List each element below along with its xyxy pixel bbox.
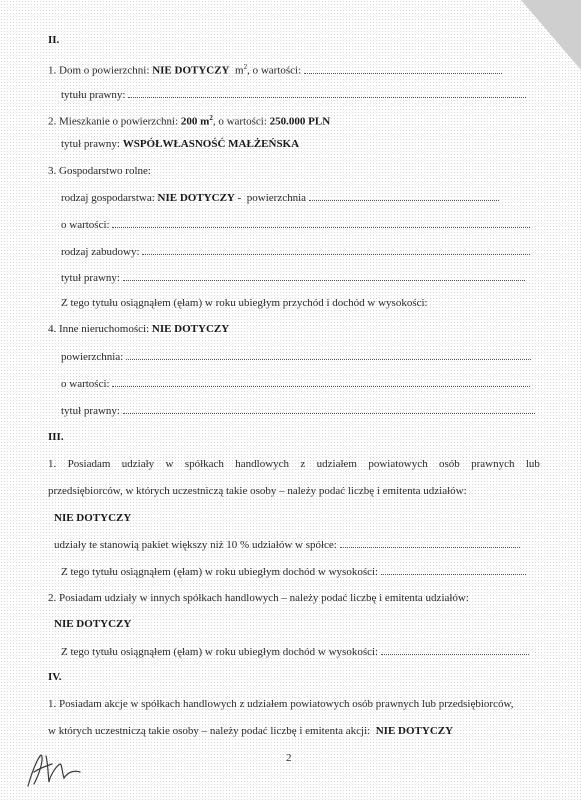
apartment-area: 200 m <box>180 115 210 128</box>
shares-word: prawnych <box>471 458 515 470</box>
shares-word: spółkach <box>184 458 224 470</box>
other-area-label: powierzchnia: <box>61 351 124 363</box>
farm-area-field[interactable] <box>309 191 499 201</box>
other-title-line <box>61 404 535 418</box>
house-value: NIE DOTYCZY <box>152 64 230 77</box>
apartment-title-label: tytuł prawny: <box>61 138 120 150</box>
farm-type-label: rodzaj gospodarstwa: <box>61 192 155 204</box>
farm-buildings-field[interactable] <box>142 245 530 255</box>
house-label: 1. Dom o powierzchni: <box>48 64 150 77</box>
house-value-field[interactable] <box>304 64 502 74</box>
shares-income-field[interactable] <box>381 565 526 575</box>
stocks-line-1: 1. Posiadam akcje w spółkach handlowych z udziałem powiatowych osób prawnych lub przedsiębiorców, <box>48 698 514 710</box>
farm-title-line <box>61 271 525 285</box>
shares-word: udziałem <box>316 458 357 470</box>
folded-corner <box>521 0 581 70</box>
shares-word: powiatowych <box>368 458 428 470</box>
other-area-field[interactable] <box>126 350 531 360</box>
other-title-field[interactable] <box>123 404 535 414</box>
section-ii-heading: II. <box>48 34 60 46</box>
apartment-title-line <box>61 138 299 151</box>
shares-income-line <box>61 565 526 579</box>
other-shares-answer <box>54 618 131 631</box>
handwritten-signature <box>22 742 92 792</box>
section-iv-heading: IV. <box>48 671 62 683</box>
house-line <box>48 61 502 78</box>
other-shares-income-field[interactable] <box>381 645 529 655</box>
page-number: 2 <box>286 752 292 764</box>
shares-word: udziały <box>121 458 155 470</box>
farm-value-line <box>61 218 530 232</box>
other-shares-answer-value: NIE DOTYCZY <box>54 618 132 630</box>
apartment-label: 2. Mieszkanie o powierzchni: <box>48 115 179 128</box>
shares-word: osób <box>438 458 460 470</box>
other-title-label: tytuł prawny: <box>61 405 120 417</box>
shares-over10-line <box>54 538 520 552</box>
shares-answer-value: NIE DOTYCZY <box>54 512 132 524</box>
apartment-area-sup: 2 <box>209 114 213 122</box>
farm-area-label: powierzchnia <box>246 192 307 204</box>
other-area-line <box>61 350 531 364</box>
farm-value-label: o wartości: <box>61 219 110 231</box>
apartment-line <box>48 112 330 129</box>
other-property-value: NIE DOTYCZY <box>151 323 230 335</box>
shares-word: w <box>165 458 174 470</box>
shares-word: 1. <box>48 458 57 470</box>
shares-income-label: Z tego tytułu osiągnąłem (ęłam) w roku ubiegłym dochód w wysokości: <box>61 566 379 578</box>
shares-over10-label: udziały te stanowią pakiet większy niż 10 % udziałów w spółce: <box>54 539 337 551</box>
farm-type-value: NIE DOTYCZY <box>157 192 235 204</box>
other-value-label: o wartości: <box>61 378 110 390</box>
house-unit-sup: 2 <box>243 63 248 71</box>
farm-value-field[interactable] <box>112 218 530 228</box>
farm-buildings-line <box>61 245 530 259</box>
house-unit: m <box>235 64 244 77</box>
section-iii-heading: III. <box>48 431 64 443</box>
shares-word: Posiadam <box>67 458 111 470</box>
other-value-field[interactable] <box>112 377 530 387</box>
shares-over10-field[interactable] <box>340 538 520 548</box>
other-shares-income-line <box>61 645 529 659</box>
farm-label: 3. Gospodarstwo rolne: <box>48 165 151 177</box>
other-shares-line: 2. Posiadam udziały w innych spółkach handlowych – należy podać liczbę i emitenta udziałów: <box>48 592 469 604</box>
apartment-value: 250.000 PLN <box>269 115 331 128</box>
other-value-line <box>61 377 530 391</box>
apartment-mid: , o wartości: <box>212 115 267 128</box>
house-title-field[interactable] <box>128 88 526 98</box>
farm-buildings-label: rodzaj zabudowy: <box>61 246 140 258</box>
farm-title-field[interactable] <box>123 271 525 281</box>
shares-word: handlowych <box>235 458 290 470</box>
other-property-label: 4. Inne nieruchomości: <box>48 323 150 335</box>
shares-answer <box>54 512 131 525</box>
other-shares-income-label: Z tego tytułu osiągnąłem (ęłam) w roku ubiegłym dochód w wysokości: <box>61 646 379 658</box>
house-after: , o wartości: <box>247 64 302 77</box>
farm-title-label: tytuł prawny: <box>61 272 120 284</box>
stocks-line-2 <box>48 725 453 738</box>
shares-line-2: przedsiębiorców, w których uczestniczą takie osoby – należy podać liczbę i emitenta udziałów: <box>48 485 467 497</box>
apartment-title-value: WSPÓŁWŁASNOŚĆ MAŁŻEŃSKA <box>122 138 300 150</box>
house-title-label: tytułu prawny: <box>61 89 126 101</box>
stocks-answer: NIE DOTYCZY <box>375 725 454 737</box>
house-title-line <box>61 88 526 102</box>
stocks-line-2-text: w których uczestniczą takie osoby – należy podać liczbę i emitenta akcji: <box>48 725 371 737</box>
shares-word: z <box>300 458 306 470</box>
farm-type-line: rodzaj gospodarstwa: NIE DOTYCZY - powierzchnia <box>61 191 499 205</box>
other-property-line <box>48 323 229 336</box>
farm-income-label: Z tego tytułu osiągnąłem (ęłam) w roku ubiegłym przychód i dochód w wysokości: <box>61 297 428 309</box>
shares-line-1 <box>48 458 540 471</box>
shares-word: lub <box>525 458 540 470</box>
